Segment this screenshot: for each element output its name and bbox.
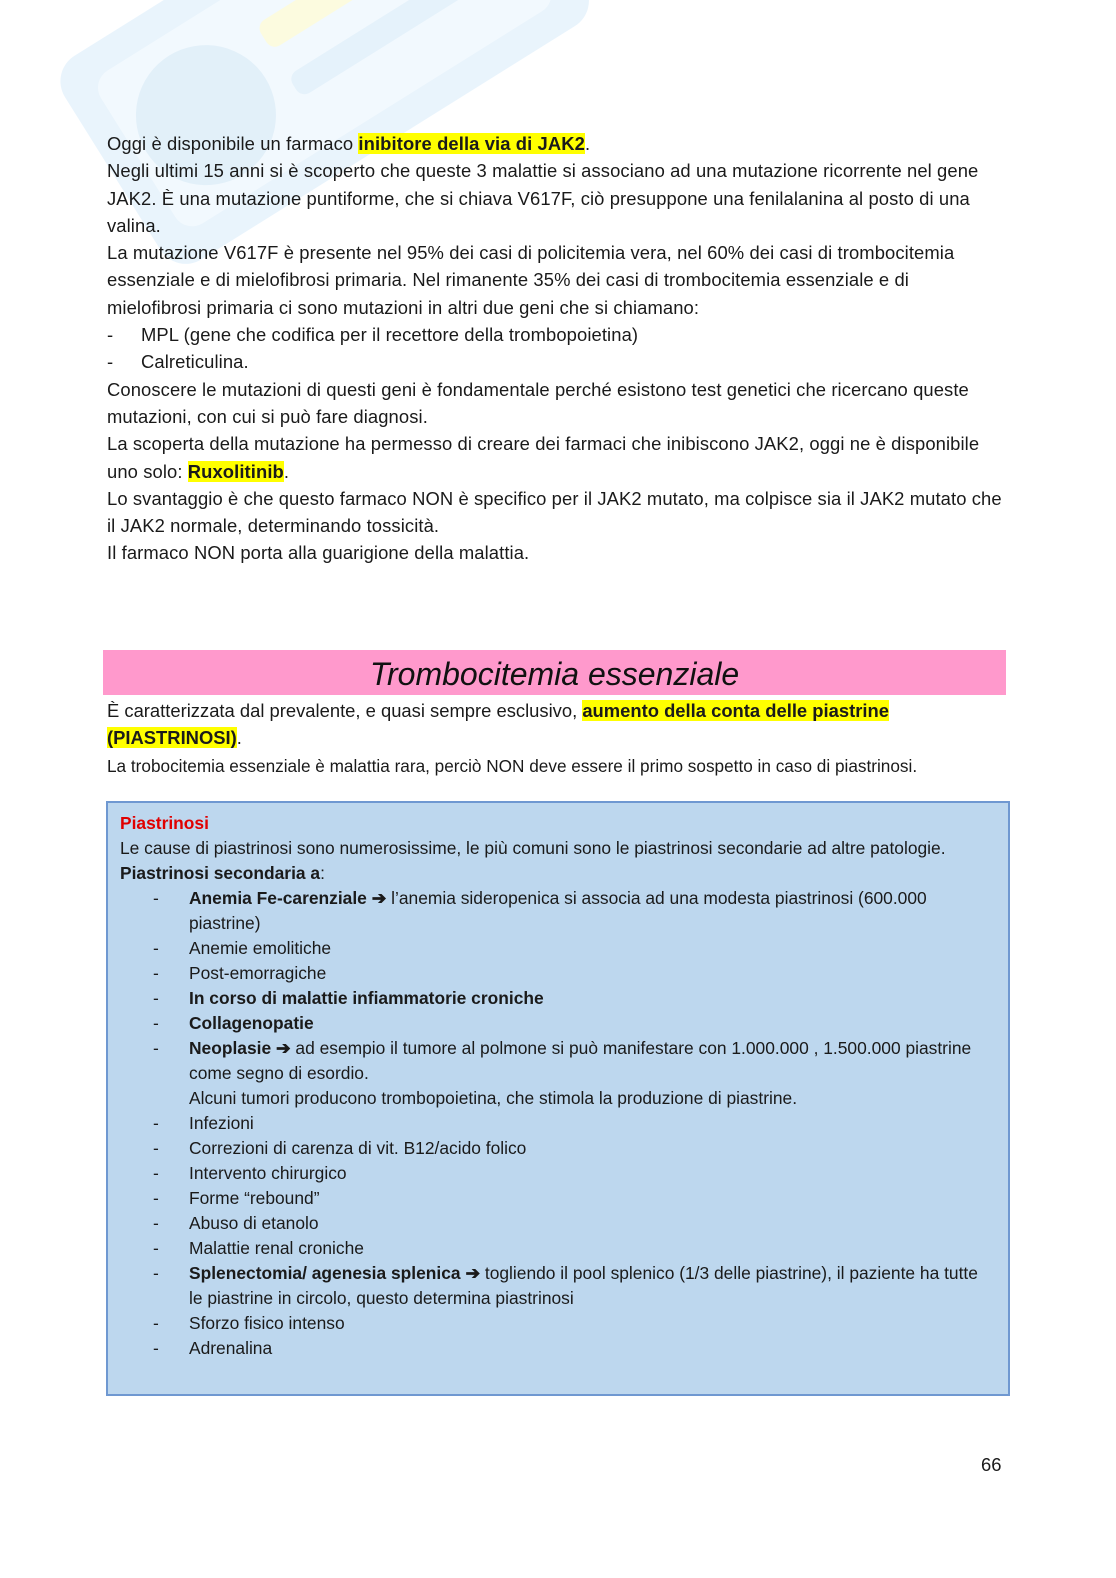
highlight-jak2-inhibitor: inibitore della via di JAK2: [358, 133, 585, 154]
box-subtitle-bold: Piastrinosi secondaria a: [120, 863, 321, 883]
list-item-text: Malattie renal croniche: [189, 1238, 364, 1258]
paragraph-genetic-tests: Conoscere le mutazioni di questi geni è fondamentale perché esistono test genetici che ricercano queste mutazioni, con cui si può fare diagnosi.: [107, 378, 969, 427]
paragraph-disadvantage: Lo svantaggio è che questo farmaco NON è specifico per il JAK2 mutato, ma colpisce sia il JAK2 mutato che il JAK2 normale, determinando tossicità.: [107, 487, 1002, 537]
list-item-text: In corso di malattie infiammatorie croniche: [189, 988, 544, 1008]
dash-bullet: -: [153, 1263, 159, 1283]
list-item-text: Adrenalina: [189, 1338, 273, 1358]
dash-bullet: -: [153, 1113, 159, 1133]
item-rest: ad esempio il tumore al polmone si può manifestare con 1.000.000 , 1.500.000 piastrine come segno di esordio.: [189, 1038, 972, 1083]
box-subtitle: [120, 861, 996, 886]
paragraph-v617f: La mutazione V617F è presente nel 95% dei casi di policitemia vera, nel 60% dei casi di trombocitemia essenziale e di mielofibrosi primaria. Nel rimanente 35% dei casi di trombocitemia essenziale e di mielofibrosi primaria ci sono mutazioni in altri due geni che si chiamano:: [107, 242, 955, 318]
list-item: [120, 1311, 996, 1336]
section-intro: [107, 697, 1007, 780]
item-rest: l’anemia sideropenica si associa ad una modesta piastrinosi (600.000 piastrine): [189, 888, 927, 933]
highlight-piastrinosi: aumento della conta delle piastrine (PIASTRINOSI): [107, 700, 889, 749]
list-item: [120, 1036, 996, 1111]
text-segment: .: [283, 460, 290, 482]
dash-bullet: -: [107, 324, 114, 346]
list-item: [120, 886, 996, 936]
list-item-text: Infezioni: [189, 1113, 254, 1133]
paragraph-no-cure: Il farmaco NON porta alla guarigione della malattia.: [107, 542, 530, 564]
dash-bullet: -: [153, 1238, 159, 1258]
item-rest: togliendo il pool splenico (1/3 delle piastrine), il paziente ha tutte le piastrine in circolo, questo determina piastrinosi: [189, 1263, 978, 1308]
dash-bullet: -: [153, 1213, 159, 1233]
arrow-right-icon: ➔: [465, 1263, 481, 1283]
dash-bullet: -: [153, 1013, 159, 1033]
dash-bullet: -: [153, 1038, 159, 1058]
highlight-ruxolitinib: Ruxolitinib: [187, 460, 284, 482]
list-item-text: [189, 886, 979, 936]
list-item: [120, 1336, 996, 1361]
item-bold: Anemia Fe-carenziale: [189, 888, 367, 908]
text-segment: .: [236, 727, 242, 749]
list-item-text: Post-emorragiche: [189, 963, 327, 983]
list-item: [120, 1261, 996, 1311]
text-segment: :: [320, 863, 325, 883]
box-description: Le cause di piastrinosi sono numerosissime, le più comuni sono le piastrinosi secondarie ad altre patologie.: [120, 838, 946, 858]
causes-list: [120, 886, 996, 1361]
list-item-text: Collagenopatie: [189, 1013, 314, 1033]
intro-note: La trobocitemia essenziale è malattia rara, perciò NON deve essere il primo sospetto in caso di piastrinosi.: [107, 755, 918, 776]
dash-bullet: -: [153, 938, 159, 958]
intro-paragraph: [107, 697, 1007, 752]
dash-bullet: -: [153, 1163, 159, 1183]
dash-bullet: -: [153, 1188, 159, 1208]
list-item-text: [189, 1036, 979, 1111]
list-item-text: Correzioni di carenza di vit. B12/acido folico: [189, 1138, 527, 1158]
body-text: [107, 130, 1007, 567]
dash-bullet: -: [153, 1313, 159, 1333]
dash-bullet: -: [153, 1338, 159, 1358]
info-box: [106, 801, 1010, 1396]
paragraph-jak2-inhibitor: [107, 130, 1007, 157]
item-bold: Neoplasie: [189, 1038, 272, 1058]
list-item: [120, 1011, 996, 1036]
text-segment: .: [584, 133, 591, 154]
dash-bullet: -: [153, 1138, 159, 1158]
list-item-text: Intervento chirurgico: [189, 1163, 347, 1183]
list-item: [120, 936, 996, 961]
item-bold: Splenectomia/ agenesia splenica: [189, 1263, 461, 1283]
paragraph-mutation: Negli ultimi 15 anni si è scoperto che queste 3 malattie si associano ad una mutazione ricorrente nel gene JAK2. È una mutazione puntiforme, che si chiava V617F, ciò presuppone una fenilalanina al posto di una valina.: [107, 160, 979, 236]
list-item-text: MPL (gene che codifica per il recettore della trombopoietina): [141, 324, 639, 346]
list-item-text: Calreticulina.: [141, 351, 249, 373]
box-title: Piastrinosi: [120, 813, 209, 833]
dash-bullet: -: [153, 963, 159, 983]
item-extra: Alcuni tumori producono trombopoietina, che stimola la produzione di piastrine.: [189, 1088, 798, 1108]
text-segment: È caratterizzata dal prevalente, e quasi sempre esclusivo,: [107, 700, 583, 721]
dash-bullet: -: [153, 888, 159, 908]
list-item-text: Sforzo fisico intenso: [189, 1313, 345, 1333]
list-item-text: Anemie emolitiche: [189, 938, 332, 958]
section-heading: Trombocitemia essenziale: [103, 650, 1006, 695]
list-item: [120, 986, 996, 1011]
page-number: 66: [981, 1454, 1002, 1475]
list-item: [120, 1161, 996, 1186]
dash-bullet: -: [153, 988, 159, 1008]
list-item: [120, 1211, 996, 1236]
text-segment: La scoperta della mutazione ha permesso di creare dei farmaci che inibiscono JAK2, oggi ne è disponibile uno solo:: [107, 433, 980, 482]
list-item: [120, 1111, 996, 1136]
list-item-text: [189, 1261, 979, 1311]
list-item: [120, 1236, 996, 1261]
paragraph-ruxolitinib: [107, 430, 1007, 485]
arrow-right-icon: ➔: [276, 1038, 291, 1058]
text-segment: Oggi è disponibile un farmaco: [107, 133, 359, 154]
list-item: [120, 961, 996, 986]
dash-bullet: -: [107, 351, 114, 373]
list-item: [107, 321, 1007, 348]
list-item-text: Abuso di etanolo: [189, 1213, 319, 1233]
arrow-right-icon: ➔: [371, 888, 387, 908]
list-item: [107, 348, 1007, 375]
list-item-text: Forme “rebound”: [189, 1188, 320, 1208]
list-item: [120, 1186, 996, 1211]
list-item: [120, 1136, 996, 1161]
